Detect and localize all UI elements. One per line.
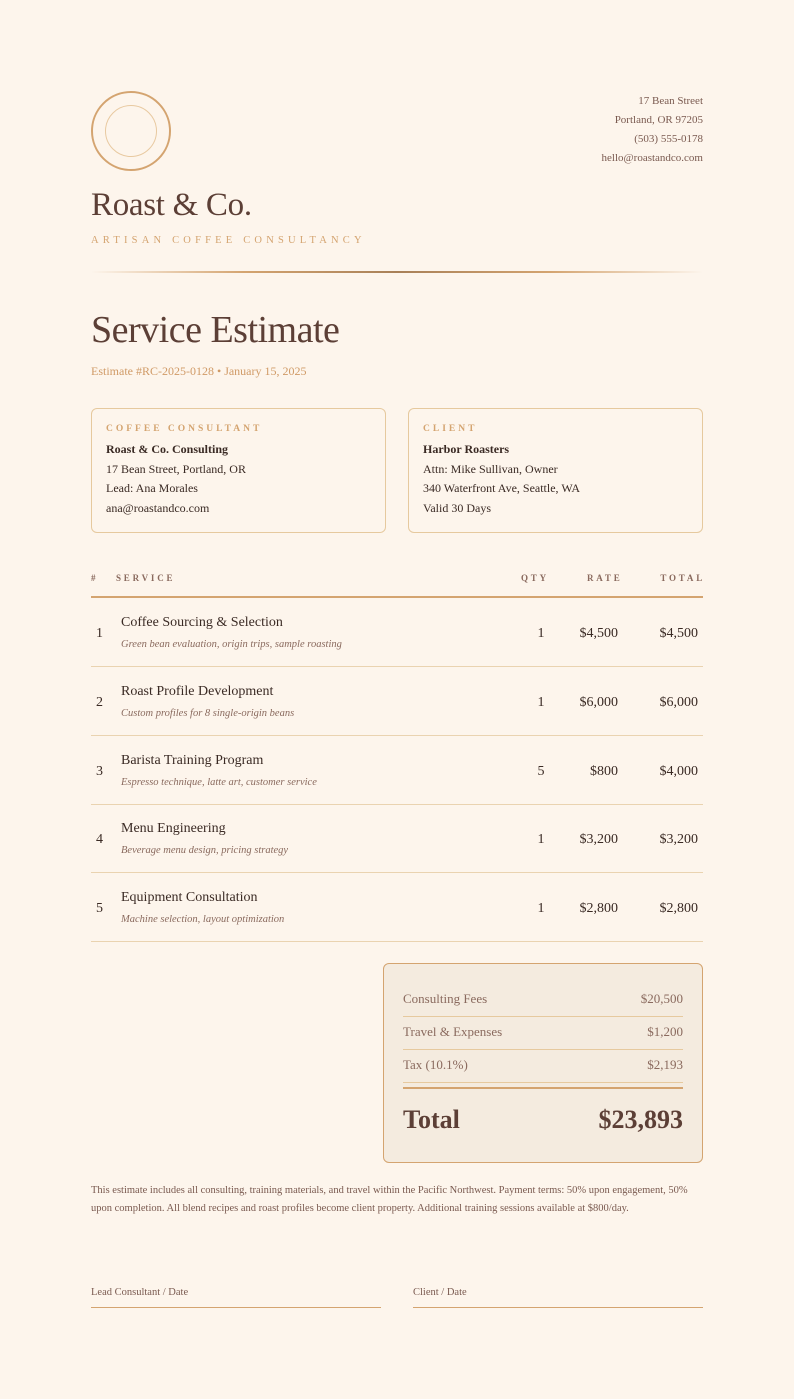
consultant-address: 17 Bean Street, Portland, OR bbox=[106, 461, 246, 476]
consultant-signature-line[interactable]: Lead Consultant / Date bbox=[91, 1287, 381, 1308]
service-name: Menu Engineering bbox=[121, 821, 226, 836]
page-title: Service Estimate bbox=[91, 309, 340, 351]
summary-label: Travel & Expenses bbox=[403, 1024, 503, 1039]
client-label: CLIENT bbox=[423, 424, 478, 434]
summary-label: Tax (10.1%) bbox=[403, 1057, 468, 1072]
consultant-name: Roast & Co. Consulting bbox=[106, 442, 229, 456]
client-attn: Attn: Mike Sullivan, Owner bbox=[423, 461, 558, 476]
table-row bbox=[91, 667, 703, 736]
row-num: 2 bbox=[96, 695, 103, 710]
summary-value: $1,200 bbox=[647, 1024, 683, 1039]
summary-value: $20,500 bbox=[640, 991, 683, 1006]
services-table-header bbox=[91, 572, 703, 598]
row-num: 5 bbox=[96, 901, 103, 916]
service-qty: 1 bbox=[537, 695, 545, 710]
summary-value: $2,193 bbox=[647, 1057, 683, 1072]
client-card bbox=[408, 408, 703, 533]
consultant-email[interactable]: ana@roastandco.com bbox=[106, 500, 210, 515]
service-name: Barista Training Program bbox=[121, 753, 264, 768]
service-description: Espresso technique, latte art, customer service bbox=[121, 777, 317, 788]
service-qty: 5 bbox=[537, 764, 545, 779]
service-total: $4,000 bbox=[659, 764, 698, 779]
estimate-meta: Estimate #RC-2025-0128 • January 15, 2025 bbox=[91, 364, 307, 378]
header-total: TOTAL bbox=[660, 573, 705, 583]
row-num: 1 bbox=[96, 626, 103, 641]
company-logo bbox=[91, 91, 171, 171]
row-num: 3 bbox=[96, 764, 103, 779]
contact-street: 17 Bean Street bbox=[638, 95, 703, 107]
service-total: $3,200 bbox=[659, 832, 698, 847]
table-row bbox=[91, 804, 703, 873]
table-row bbox=[91, 598, 703, 667]
summary-consulting-fees bbox=[403, 984, 683, 1017]
header-rate: RATE bbox=[587, 573, 623, 583]
service-qty: 1 bbox=[537, 832, 545, 847]
summary-travel bbox=[403, 1017, 683, 1050]
service-name: Coffee Sourcing & Selection bbox=[121, 615, 283, 630]
company-name: Roast & Co. bbox=[91, 187, 252, 223]
client-address: 340 Waterfront Ave, Seattle, WA bbox=[423, 481, 580, 495]
company-tagline: ARTISAN COFFEE CONSULTANCY bbox=[91, 235, 366, 246]
summary-tax bbox=[403, 1050, 683, 1083]
service-total: $4,500 bbox=[659, 626, 698, 641]
service-description: Custom profiles for 8 single-origin beans bbox=[121, 708, 295, 719]
client-name: Harbor Roasters bbox=[423, 442, 510, 456]
summary-box bbox=[383, 963, 703, 1163]
contact-phone: (503) 555-0178 bbox=[634, 133, 703, 145]
client-signature-line[interactable]: Client / Date bbox=[413, 1287, 703, 1308]
header-service: SERVICE bbox=[116, 573, 176, 583]
total-label: Total bbox=[403, 1105, 460, 1134]
consultant-lead: Lead: Ana Morales bbox=[106, 481, 198, 495]
header-num: # bbox=[91, 573, 99, 583]
service-rate: $800 bbox=[590, 764, 618, 779]
coffee-cup-circle-icon bbox=[105, 105, 157, 157]
summary-total bbox=[403, 1089, 683, 1149]
row-num: 4 bbox=[96, 832, 103, 847]
service-rate: $6,000 bbox=[579, 695, 618, 710]
service-total: $2,800 bbox=[659, 901, 698, 916]
header-divider bbox=[91, 271, 703, 273]
service-qty: 1 bbox=[537, 901, 545, 916]
consultant-label: COFFEE CONSULTANT bbox=[106, 424, 263, 434]
contact-city: Portland, OR 97205 bbox=[614, 114, 703, 126]
summary-label: Consulting Fees bbox=[403, 991, 488, 1006]
client-validity: Valid 30 Days bbox=[423, 500, 491, 515]
service-description: Beverage menu design, pricing strategy bbox=[121, 845, 289, 856]
service-description: Green bean evaluation, origin trips, sample roasting bbox=[121, 639, 342, 650]
service-rate: $3,200 bbox=[579, 832, 618, 847]
service-name: Roast Profile Development bbox=[121, 684, 274, 699]
service-qty: 1 bbox=[537, 626, 545, 641]
consultant-card bbox=[91, 408, 386, 533]
header-qty: QTY bbox=[521, 573, 549, 583]
service-total: $6,000 bbox=[659, 695, 698, 710]
terms-notes: This estimate includes all consulting, training materials, and travel within the Pacific Northwest. Payment terms: 50% upon engagement, 50% upon completion. All blend recipes and roast profiles become client property. Additional training sessions available at $800/day. bbox=[91, 1185, 688, 1214]
table-row bbox=[91, 873, 703, 942]
total-value: $23,893 bbox=[598, 1105, 683, 1134]
table-row bbox=[91, 736, 703, 805]
service-rate: $4,500 bbox=[579, 626, 618, 641]
company-contact bbox=[602, 92, 703, 168]
service-name: Equipment Consultation bbox=[121, 890, 258, 905]
service-rate: $2,800 bbox=[579, 901, 618, 916]
contact-email[interactable]: hello@roastandco.com bbox=[601, 152, 703, 164]
service-description: Machine selection, layout optimization bbox=[121, 914, 285, 925]
